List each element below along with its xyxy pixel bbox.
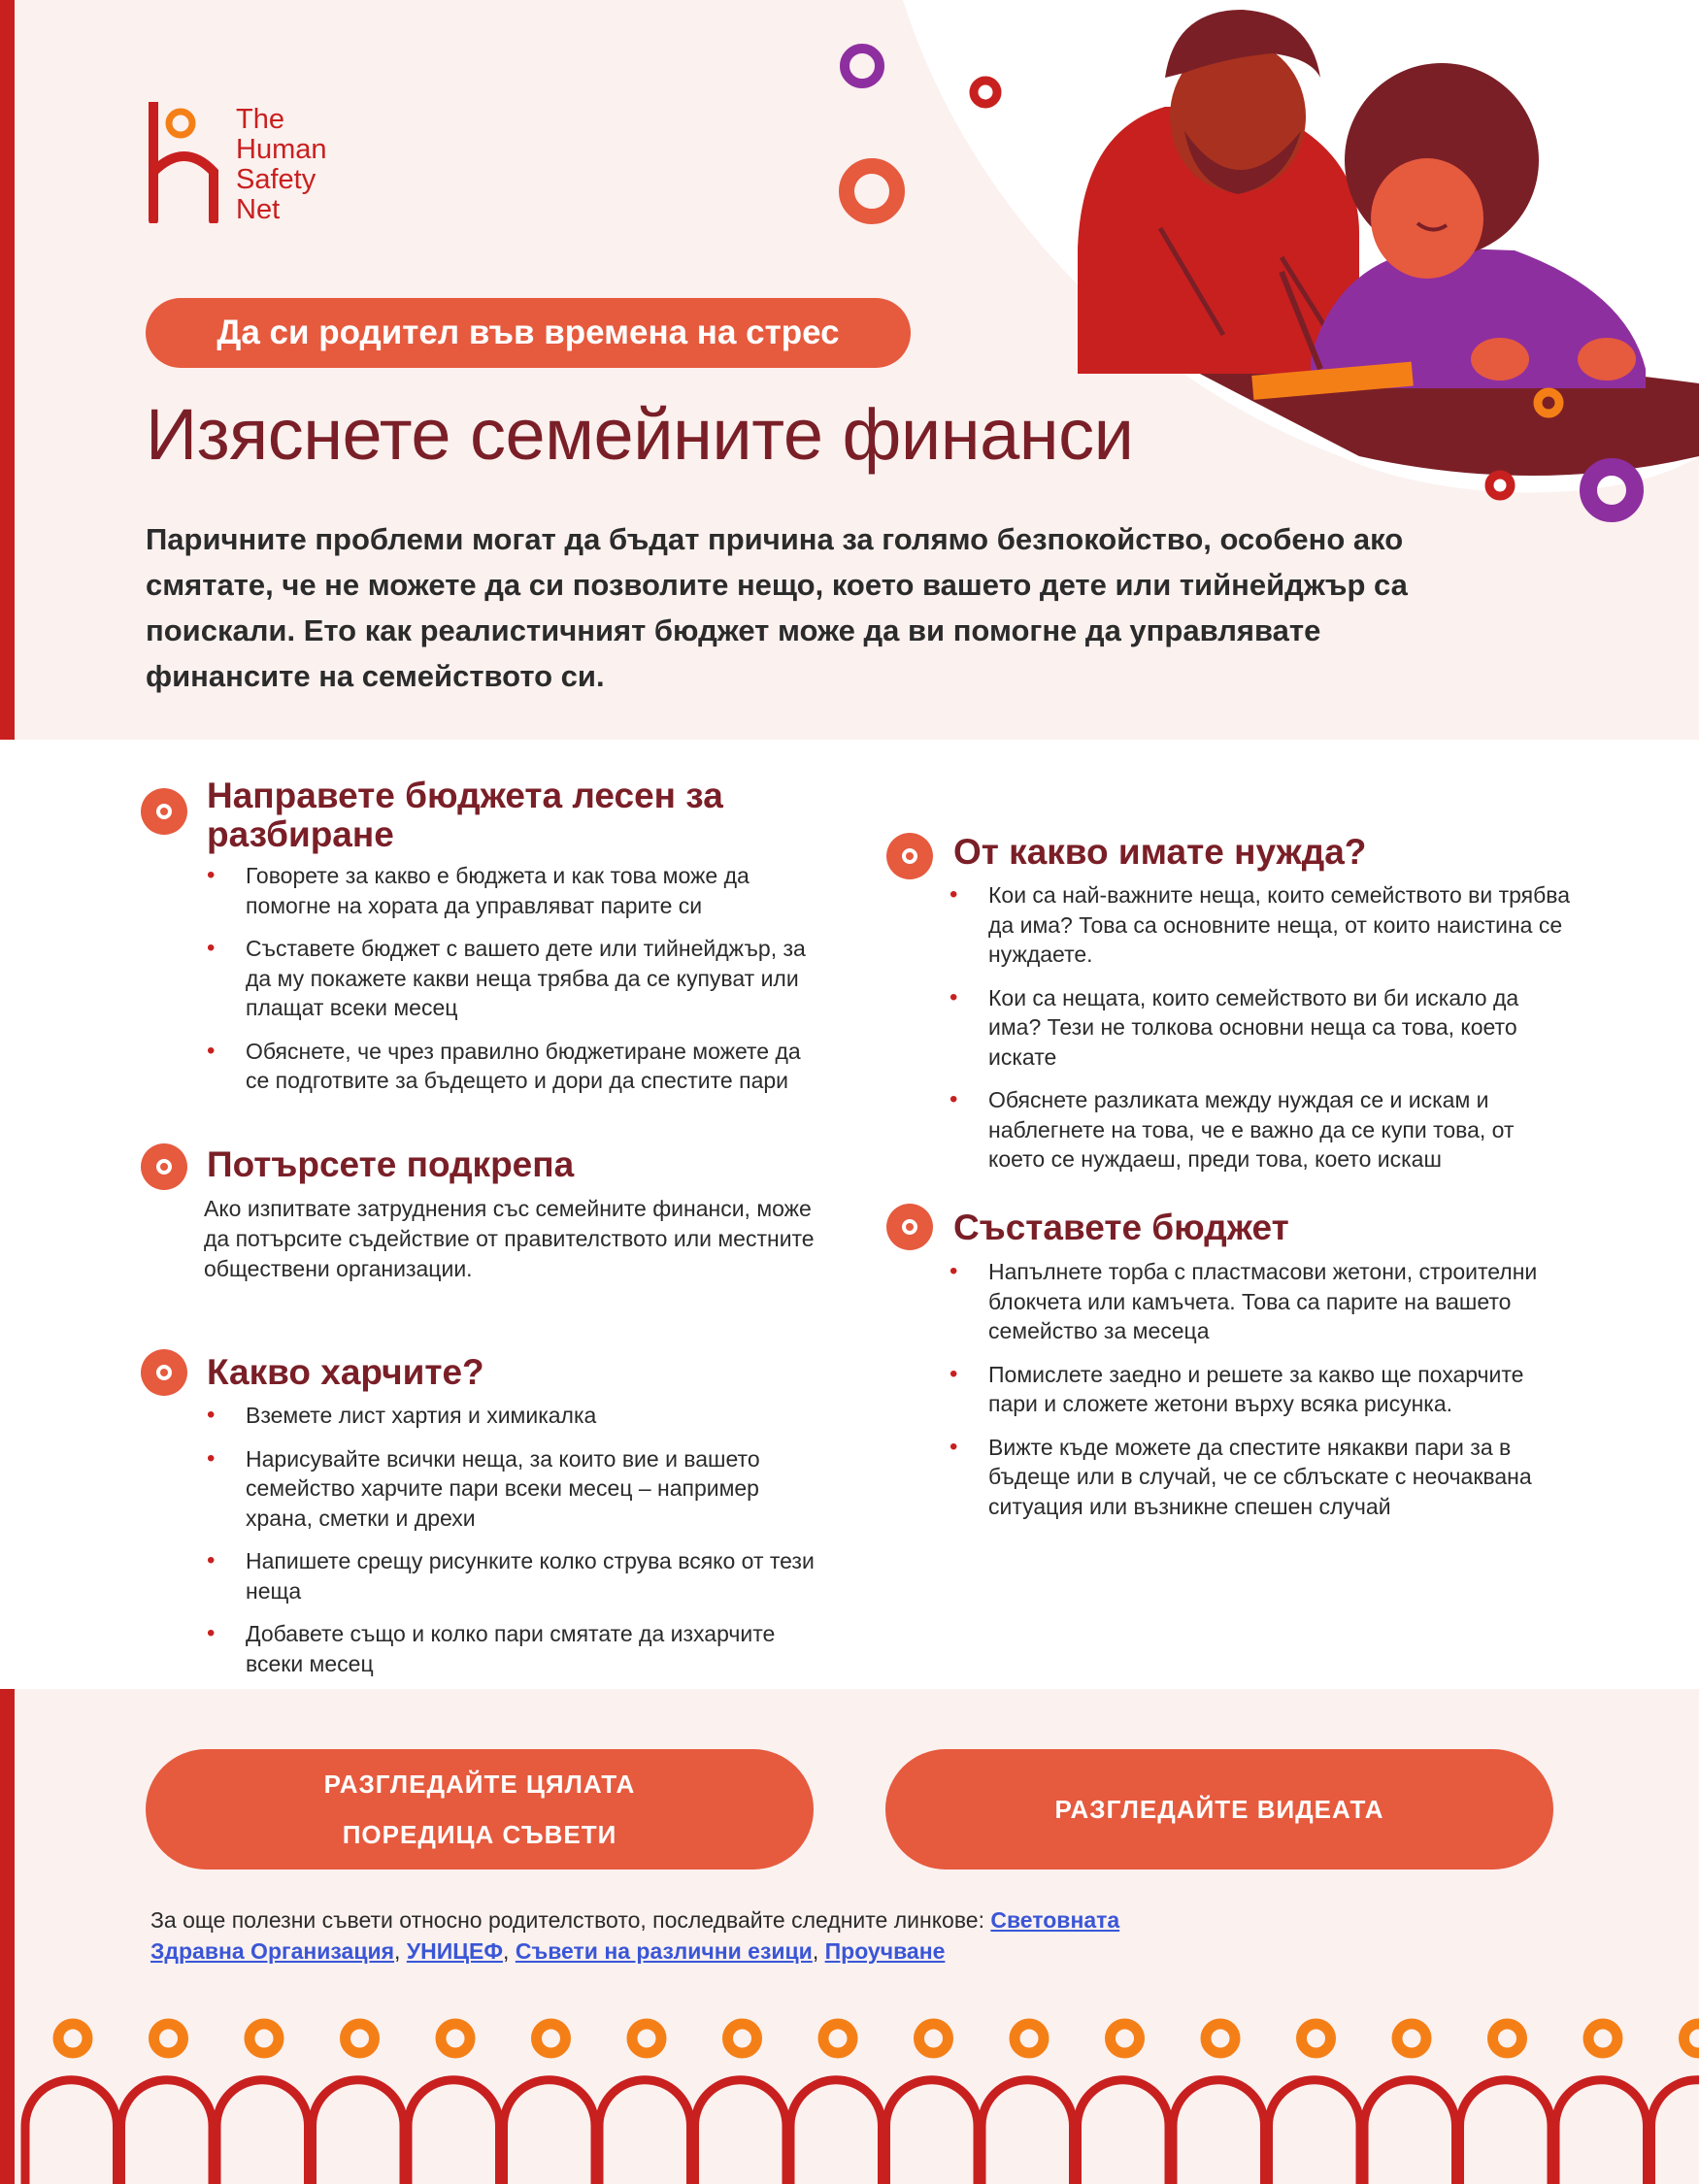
spending-list: [207, 1401, 828, 1692]
list-item: • Помислете заедно и решете за какво ще похарчите пари и сложете жетони върху всяка рисунка.: [949, 1360, 1571, 1419]
needs-list: [949, 880, 1571, 1188]
ring-icon: [1588, 2024, 1617, 2053]
footer-separator: ,: [394, 1938, 407, 1964]
list-item: • Обяснете, че чрез правилно бюджетиране можете да се подготвите за бъдещето и дори да спестите пари: [207, 1037, 828, 1096]
arch-icon: [790, 2080, 883, 2184]
section-heading-support: Потърсете подкрепа: [207, 1144, 575, 1184]
list-item: • Нарисувайте всички неща, за които вие и вашето семейство харчите пари всеки месец – например храна, сметки и дрехи: [207, 1444, 828, 1534]
arch-icon: [504, 2080, 596, 2184]
list-item: • Кои са най-важните неща, които семейството ви трябва да има? Това са основните неща, от които наистина се нуждаете.: [949, 880, 1571, 970]
arch-icon: [1173, 2080, 1265, 2184]
link-research[interactable]: Проучване: [824, 1938, 946, 1964]
ring-icon: [1111, 2024, 1140, 2053]
arch-icon: [1078, 2080, 1170, 2184]
ring-icon: [1206, 2024, 1235, 2053]
footer-links-paragraph: [150, 1904, 1218, 1967]
section-marker-icon: [886, 833, 933, 879]
ring-icon: [537, 2024, 566, 2053]
ring-icon: [346, 2024, 375, 2053]
ring-icon: [1302, 2024, 1331, 2053]
logo-line-2: Human: [236, 134, 327, 165]
section-marker-icon: [141, 1349, 187, 1396]
ring-icon: [154, 2024, 183, 2053]
arch-icon: [217, 2080, 309, 2184]
decorative-arches-border: [0, 2000, 1699, 2184]
ring-icon: [823, 2024, 852, 2053]
arch-icon: [1269, 2080, 1361, 2184]
ring-icon: [1015, 2024, 1044, 2053]
ring-icon: [919, 2024, 949, 2053]
logo-line-3: Safety: [236, 164, 316, 195]
list-item: • Напълнете торба с пластмасови жетони, строителни блокчета или камъчета. Това са парите на вашето семейство за месеца: [949, 1257, 1571, 1346]
list-item: • Вижте къде можете да спестите някакви пари за в бъдеще или в случай, че се сблъскате с неочаквана ситуация или възникне спешен случай: [949, 1433, 1571, 1522]
arch-icon: [982, 2080, 1074, 2184]
budget-understanding-list: [207, 861, 828, 1109]
link-unicef[interactable]: УНИЦЕФ: [406, 1938, 504, 1964]
ring-icon: [441, 2024, 470, 2053]
section-marker-icon: [141, 788, 187, 835]
view-full-series-button[interactable]: [146, 1749, 814, 1870]
section-heading-needs: От какво имате нужда?: [953, 832, 1367, 872]
ring-icon: [1493, 2024, 1522, 2053]
arch-icon: [121, 2080, 214, 2184]
list-item: • Съставете бюджет с вашето дете или тийнейджър, за да му покажете какви неща трябва да се купуват или плащат всеки месец: [207, 934, 828, 1023]
footer-separator: ,: [503, 1938, 516, 1964]
series-label-pill: Да си родител във времена на стрес: [146, 298, 911, 368]
human-safety-net-logo-icon: [146, 102, 223, 223]
arch-icon: [1651, 2080, 1699, 2184]
arch-icon: [313, 2080, 405, 2184]
section-heading-spending: Какво харчите?: [207, 1352, 484, 1392]
arch-icon: [886, 2080, 979, 2184]
arch-icon: [599, 2080, 691, 2184]
list-item: • Вземете лист хартия и химикалка: [207, 1401, 828, 1431]
footer-intro-text: За още полезни съвети относно родителството, последвайте следните линкове:: [150, 1907, 991, 1933]
section-heading-budget-understanding: Направете бюджета лесен за разбиране: [207, 776, 723, 854]
list-item: • Обяснете разликата между нуждая се и искам и наблегнете на това, че е важно да се купи това, от което се нуждаеш, преди това, което искаш: [949, 1085, 1571, 1175]
link-languages[interactable]: Съвети на различни езици: [515, 1938, 813, 1964]
list-item: • Говорете за какво е бюджета и как това може да помогне на хората да управляват парите си: [207, 861, 828, 920]
arch-icon: [1555, 2080, 1648, 2184]
list-item: • Напишете срещу рисунките колко струва всяко от тези неща: [207, 1546, 828, 1605]
view-full-series-label-2: ПОРЕДИЦА СЪВЕТИ: [342, 1820, 617, 1849]
section-marker-icon: [141, 1143, 187, 1190]
section-marker-icon: [886, 1204, 933, 1250]
intro-paragraph: Паричните проблеми могат да бъдат причина за голямо безпокойство, особено ако смятате, че не можете да си позволите нещо, което вашето дете или тийнейджър са поискали. Ето как реалистичният бюджет може да ви помогне да управлявате финансите на семейството си.: [146, 522, 1408, 693]
ring-icon: [632, 2024, 661, 2053]
logo-wordmark: [236, 105, 327, 225]
arch-icon: [25, 2080, 117, 2184]
ring-icon: [58, 2024, 87, 2053]
logo-line-1: The: [236, 104, 284, 135]
footer-separator: ,: [812, 1938, 825, 1964]
ring-icon: [1397, 2024, 1426, 2053]
ring-icon: [1684, 2024, 1699, 2053]
arch-icon: [408, 2080, 500, 2184]
arch-icon: [1460, 2080, 1552, 2184]
link-who[interactable]: Световната Здравна Организация: [150, 1907, 1120, 1964]
arch-icon: [1364, 2080, 1456, 2184]
view-full-series-label-1: РАЗГЛЕДАЙТЕ ЦЯЛАТА: [323, 1770, 636, 1799]
ring-icon: [250, 2024, 279, 2053]
list-item: • Кои са нещата, които семейството ви би искало да има? Тези не толкова основни неща са това, което искате: [949, 983, 1571, 1073]
view-videos-button[interactable]: РАЗГЛЕДАЙТЕ ВИДЕАТА: [885, 1749, 1553, 1870]
section-heading-make-budget: Съставете бюджет: [953, 1208, 1289, 1247]
arch-icon: [695, 2080, 787, 2184]
make-budget-list: [949, 1257, 1571, 1535]
support-paragraph: Ако изпитвате затруднения със семейните финанси, може да потърсите съдействие от правителството или местните обществени организации.: [204, 1196, 815, 1281]
page-title: Изяснете семейните финанси: [146, 394, 1134, 475]
list-item: • Добавете също и колко пари смятате да изхарчите всеки месец: [207, 1619, 828, 1678]
logo-line-4: Net: [236, 194, 281, 225]
ring-icon: [728, 2024, 757, 2053]
